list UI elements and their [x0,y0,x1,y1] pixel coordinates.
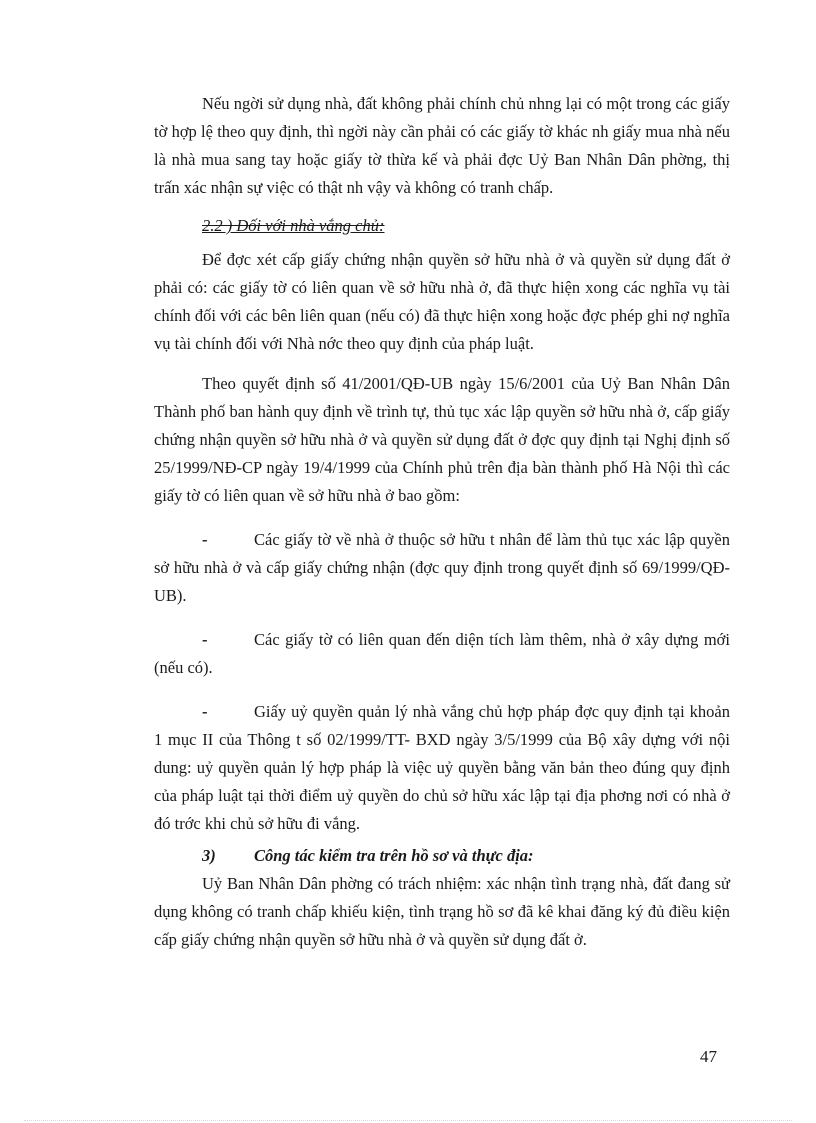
bullet-dash: - [202,530,208,549]
page-bottom-divider [24,1120,792,1121]
paragraph-ward-responsibility: Uỷ Ban Nhân Dân phờng có trách nhiệm: xác nhận tình trạng nhà, đất đang sử dụng không có tranh chấp khiếu kiện, tình trạng hồ sơ đã kê khai đăng ký đủ điều kiện cấp giấy chứng nhận quyền sở hữu nhà ở và quyền sử dụng đất ở. [154,874,730,949]
bullet-dash: - [202,630,208,649]
page-number: 47 [700,1047,717,1066]
paragraph-decision-41-2001: Theo quyết định số 41/2001/QĐ-UB ngày 15/6/2001 của Uỷ Ban Nhân Dân Thành phố ban hành quy định về trình tự, thủ tục xác lập quyền sở hữu nhà ở, cấp giấy chứng nhận quyền sở hữu nhà ở và quyền sử dụng đất ở đợc quy định tại Nghị định số 25/1999/NĐ-CP ngày 19/4/1999 của Chính phủ trên địa bàn thành phố Hà Nội thì các giấy tờ có liên quan về sở hữu nhà ở bao gồm: [154,374,730,505]
bullet-item-text: Giấy uỷ quyền quản lý nhà vắng chủ hợp pháp đợc quy định tại khoản 1 mục II của Thông t số 02/1999/TT- BXD ngày 3/5/1999 của Bộ xây dựng với nội dung: uỷ quyền quản lý hợp pháp là việc uỷ quyền bằng văn bản theo đúng quy định của pháp luật tại thời điểm uỷ quyền do chủ sở hữu xác lập tại địa phơng nơi có nhà ở đó trớc khi chủ sở hữu đi vắng. [154,702,730,833]
bullet-item-private-house-papers [154,526,730,610]
bullet-item-extra-area-papers [154,626,730,682]
paragraph-certificate-conditions: Để đợc xét cấp giấy chứng nhận quyền sở hữu nhà ở và quyền sử dụng đất ở phải có: các giấy tờ có liên quan về sở hữu nhà ở, đã thực hiện xong các nghĩa vụ tài chính đối với các bên liên quan (nếu có) đã thực hiện xong hoặc đợc phép ghi nợ nghĩa vụ tài chính đối với Nhà nớc theo quy định của pháp luật. [154,250,730,353]
bullet-item-authorization-letter [154,698,730,838]
section-title: Công tác kiểm tra trên hồ sơ và thực địa: [254,846,534,865]
section-number: 3) [202,846,216,865]
document-body [154,90,730,954]
bullet-item-text: Các giấy tờ có liên quan đến diện tích làm thêm, nhà ở xây dựng mới (nếu có). [154,630,730,677]
paragraph-owner-not-present: Nếu ngời sử dụng nhà, đất không phải chính chủ nhng lại có một trong các giấy tờ hợp lệ theo quy định, thì ngời này cần phải có các giấy tờ khác nh giấy mua nhà nếu là nhà mua sang tay hoặc giấy tờ thừa kế và phải đợc Uỷ Ban Nhân Dân phờng, thị trấn xác nhận sự việc có thật nh vậy và không có tranh chấp. [154,94,730,197]
bullet-dash: - [202,702,208,721]
bullet-item-text: Các giấy tờ về nhà ở thuộc sở hữu t nhân để làm thủ tục xác lập quyền sở hữu nhà ở và cấp giấy chứng nhận (đợc quy định trong quyết định số 69/1999/QĐ- UB). [154,530,730,605]
subheading-absent-owner-house: 2.2 ) Đối với nhà vắng chủ: [202,216,385,235]
section-heading-inspection [154,842,730,870]
